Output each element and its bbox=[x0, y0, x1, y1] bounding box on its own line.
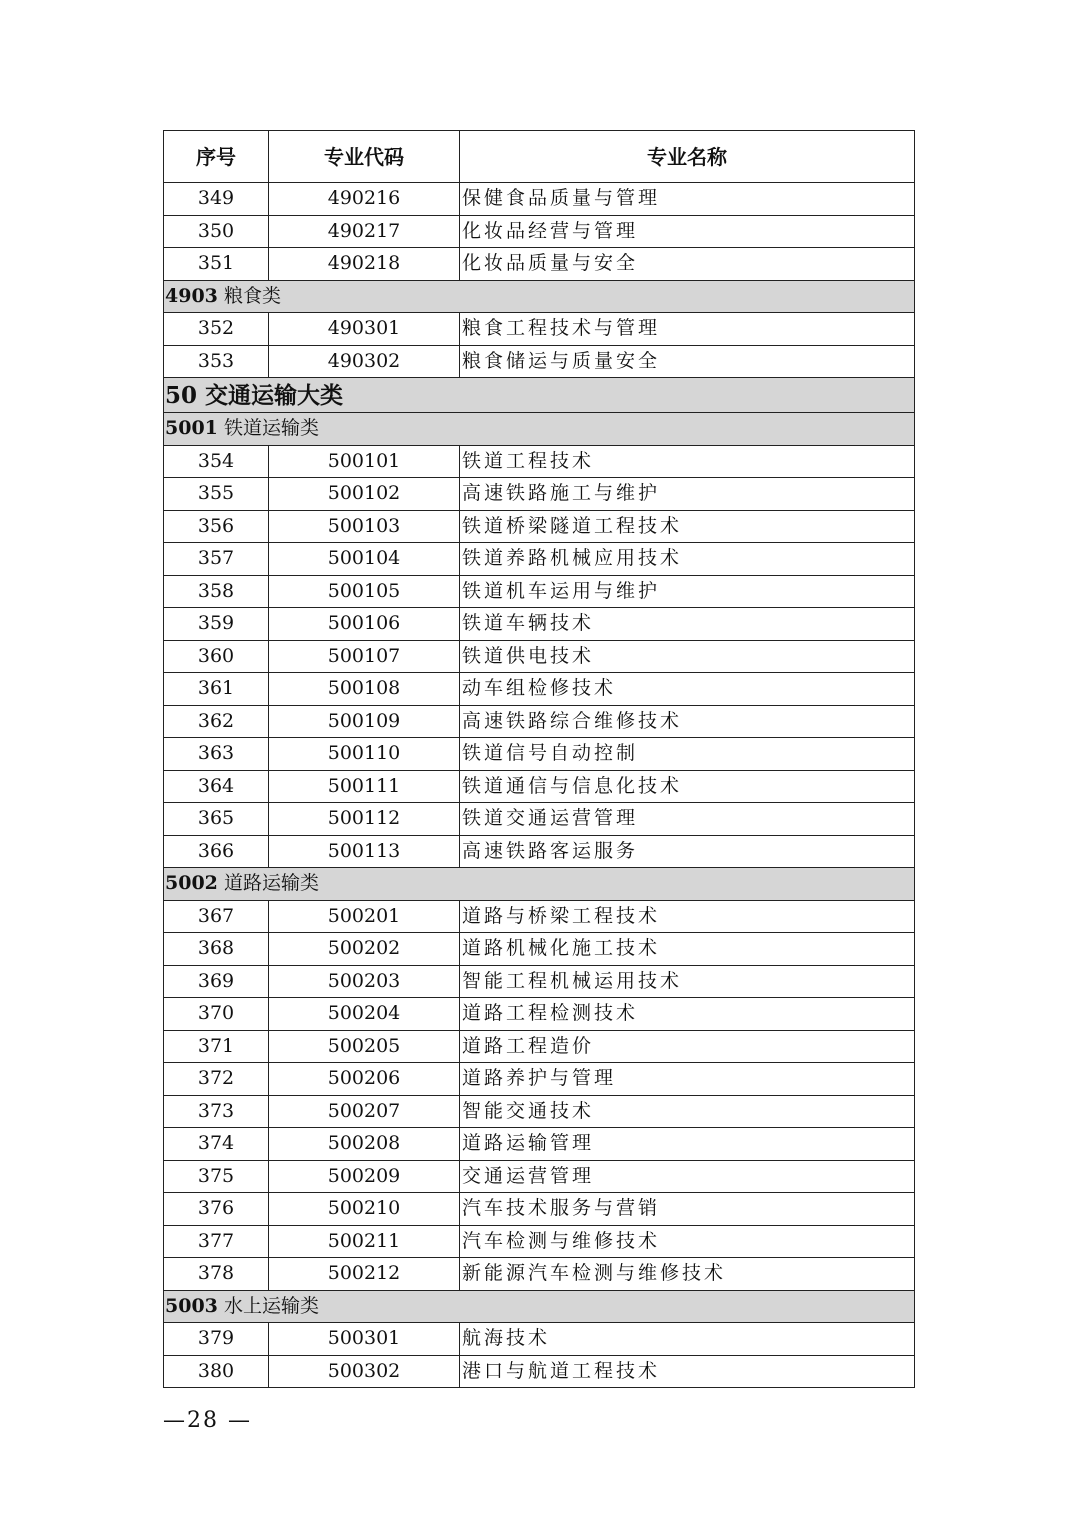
serial-number-cell: 368 bbox=[164, 933, 269, 966]
serial-number-cell: 380 bbox=[164, 1355, 269, 1388]
category-name: 交通运输大类 bbox=[205, 381, 344, 409]
table-row bbox=[164, 640, 915, 673]
serial-number-cell: 379 bbox=[164, 1323, 269, 1356]
serial-number-cell: 377 bbox=[164, 1225, 269, 1258]
table-header-row bbox=[164, 131, 915, 183]
category-name: 粮食类 bbox=[223, 284, 281, 307]
serial-number-cell: 371 bbox=[164, 1030, 269, 1063]
table-row bbox=[164, 313, 915, 346]
category-row bbox=[164, 280, 915, 313]
table-row bbox=[164, 965, 915, 998]
major-code-cell: 500102 bbox=[269, 478, 460, 511]
major-code-cell: 490216 bbox=[269, 183, 460, 216]
major-name-cell: 汽车技术服务与营销 bbox=[460, 1193, 915, 1226]
serial-number-cell: 354 bbox=[164, 445, 269, 478]
category-cell bbox=[164, 1290, 915, 1323]
table-row bbox=[164, 215, 915, 248]
category-cell bbox=[164, 378, 915, 413]
major-name-cell: 道路运输管理 bbox=[460, 1128, 915, 1161]
major-name-cell: 智能工程机械运用技术 bbox=[460, 965, 915, 998]
table-row bbox=[164, 803, 915, 836]
table-row bbox=[164, 608, 915, 641]
major-code-cell: 500101 bbox=[269, 445, 460, 478]
table-row bbox=[164, 900, 915, 933]
major-code-cell: 500204 bbox=[269, 998, 460, 1031]
table-row bbox=[164, 543, 915, 576]
table-row bbox=[164, 1225, 915, 1258]
table-row bbox=[164, 933, 915, 966]
serial-number-cell: 361 bbox=[164, 673, 269, 706]
major-name-cell: 港口与航道工程技术 bbox=[460, 1355, 915, 1388]
table-row bbox=[164, 1323, 915, 1356]
major-code-cell: 500111 bbox=[269, 770, 460, 803]
serial-number-cell: 349 bbox=[164, 183, 269, 216]
major-code-cell: 490301 bbox=[269, 313, 460, 346]
category-name: 水上运输类 bbox=[223, 1294, 319, 1317]
table-row bbox=[164, 1258, 915, 1291]
major-name-cell: 保健食品质量与管理 bbox=[460, 183, 915, 216]
major-name-cell: 交通运营管理 bbox=[460, 1160, 915, 1193]
major-name-cell: 道路机械化施工技术 bbox=[460, 933, 915, 966]
table-row bbox=[164, 1193, 915, 1226]
table-row bbox=[164, 510, 915, 543]
category-code: 50 bbox=[165, 381, 198, 409]
serial-number-cell: 356 bbox=[164, 510, 269, 543]
table-row bbox=[164, 998, 915, 1031]
major-code-cell: 500105 bbox=[269, 575, 460, 608]
table-row bbox=[164, 445, 915, 478]
major-name-cell: 道路养护与管理 bbox=[460, 1063, 915, 1096]
major-code-cell: 500302 bbox=[269, 1355, 460, 1388]
major-code-cell: 500113 bbox=[269, 835, 460, 868]
serial-number-cell: 362 bbox=[164, 705, 269, 738]
major-catalog-table-container bbox=[163, 130, 914, 1388]
table-row bbox=[164, 1128, 915, 1161]
table-row bbox=[164, 478, 915, 511]
serial-number-cell: 372 bbox=[164, 1063, 269, 1096]
table-row bbox=[164, 183, 915, 216]
serial-number-cell: 366 bbox=[164, 835, 269, 868]
serial-number-cell: 355 bbox=[164, 478, 269, 511]
header-serial-number: 序号 bbox=[164, 131, 269, 183]
table-row bbox=[164, 705, 915, 738]
category-row bbox=[164, 413, 915, 446]
category-code: 5003 bbox=[165, 1294, 218, 1317]
serial-number-cell: 365 bbox=[164, 803, 269, 836]
major-catalog-table bbox=[163, 130, 915, 1388]
category-name: 铁道运输类 bbox=[223, 417, 319, 440]
major-code-cell: 500210 bbox=[269, 1193, 460, 1226]
major-code-cell: 500207 bbox=[269, 1095, 460, 1128]
major-name-cell: 动车组检修技术 bbox=[460, 673, 915, 706]
category-row bbox=[164, 1290, 915, 1323]
serial-number-cell: 369 bbox=[164, 965, 269, 998]
serial-number-cell: 378 bbox=[164, 1258, 269, 1291]
major-name-cell: 道路工程造价 bbox=[460, 1030, 915, 1063]
major-name-cell: 粮食储运与质量安全 bbox=[460, 345, 915, 378]
major-name-cell: 铁道机车运用与维护 bbox=[460, 575, 915, 608]
major-name-cell: 铁道信号自动控制 bbox=[460, 738, 915, 771]
major-name-cell: 智能交通技术 bbox=[460, 1095, 915, 1128]
major-name-cell: 高速铁路综合维修技术 bbox=[460, 705, 915, 738]
serial-number-cell: 358 bbox=[164, 575, 269, 608]
table-row bbox=[164, 248, 915, 281]
major-code-cell: 490217 bbox=[269, 215, 460, 248]
serial-number-cell: 363 bbox=[164, 738, 269, 771]
serial-number-cell: 376 bbox=[164, 1193, 269, 1226]
major-code-cell: 500206 bbox=[269, 1063, 460, 1096]
major-code-cell: 500107 bbox=[269, 640, 460, 673]
major-code-cell: 500301 bbox=[269, 1323, 460, 1356]
category-cell bbox=[164, 413, 915, 446]
major-name-cell: 铁道车辆技术 bbox=[460, 608, 915, 641]
serial-number-cell: 350 bbox=[164, 215, 269, 248]
major-code-cell: 500201 bbox=[269, 900, 460, 933]
serial-number-cell: 352 bbox=[164, 313, 269, 346]
table-row bbox=[164, 575, 915, 608]
major-code-cell: 500212 bbox=[269, 1258, 460, 1291]
table-row bbox=[164, 1030, 915, 1063]
major-name-cell: 汽车检测与维修技术 bbox=[460, 1225, 915, 1258]
serial-number-cell: 374 bbox=[164, 1128, 269, 1161]
major-name-cell: 高速铁路客运服务 bbox=[460, 835, 915, 868]
major-code-cell: 500109 bbox=[269, 705, 460, 738]
major-code-cell: 500103 bbox=[269, 510, 460, 543]
major-code-cell: 490302 bbox=[269, 345, 460, 378]
major-code-cell: 500209 bbox=[269, 1160, 460, 1193]
table-row bbox=[164, 1355, 915, 1388]
major-code-cell: 500202 bbox=[269, 933, 460, 966]
major-name-cell: 铁道供电技术 bbox=[460, 640, 915, 673]
major-name-cell: 高速铁路施工与维护 bbox=[460, 478, 915, 511]
header-major-name: 专业名称 bbox=[460, 131, 915, 183]
major-code-cell: 500106 bbox=[269, 608, 460, 641]
major-name-cell: 航海技术 bbox=[460, 1323, 915, 1356]
category-cell bbox=[164, 280, 915, 313]
serial-number-cell: 373 bbox=[164, 1095, 269, 1128]
table-row bbox=[164, 1095, 915, 1128]
table-row bbox=[164, 1063, 915, 1096]
major-name-cell: 化妆品质量与安全 bbox=[460, 248, 915, 281]
major-category-row bbox=[164, 378, 915, 413]
major-code-cell: 500112 bbox=[269, 803, 460, 836]
major-code-cell: 500110 bbox=[269, 738, 460, 771]
category-cell bbox=[164, 868, 915, 901]
major-code-cell: 500108 bbox=[269, 673, 460, 706]
page-number: —28 — bbox=[163, 1408, 252, 1433]
table-row bbox=[164, 345, 915, 378]
category-name: 道路运输类 bbox=[223, 872, 319, 895]
category-code: 5002 bbox=[165, 872, 218, 895]
category-code: 4903 bbox=[165, 284, 218, 307]
serial-number-cell: 351 bbox=[164, 248, 269, 281]
major-name-cell: 化妆品经营与管理 bbox=[460, 215, 915, 248]
header-major-code: 专业代码 bbox=[269, 131, 460, 183]
category-code: 5001 bbox=[165, 417, 218, 440]
table-row bbox=[164, 770, 915, 803]
serial-number-cell: 375 bbox=[164, 1160, 269, 1193]
table-row bbox=[164, 1160, 915, 1193]
major-name-cell: 铁道工程技术 bbox=[460, 445, 915, 478]
serial-number-cell: 359 bbox=[164, 608, 269, 641]
serial-number-cell: 353 bbox=[164, 345, 269, 378]
major-name-cell: 铁道养路机械应用技术 bbox=[460, 543, 915, 576]
major-code-cell: 500203 bbox=[269, 965, 460, 998]
serial-number-cell: 364 bbox=[164, 770, 269, 803]
major-name-cell: 铁道交通运营管理 bbox=[460, 803, 915, 836]
serial-number-cell: 370 bbox=[164, 998, 269, 1031]
table-row bbox=[164, 835, 915, 868]
major-name-cell: 铁道桥梁隧道工程技术 bbox=[460, 510, 915, 543]
table-row bbox=[164, 673, 915, 706]
major-code-cell: 500208 bbox=[269, 1128, 460, 1161]
major-name-cell: 新能源汽车检测与维修技术 bbox=[460, 1258, 915, 1291]
major-name-cell: 道路与桥梁工程技术 bbox=[460, 900, 915, 933]
serial-number-cell: 357 bbox=[164, 543, 269, 576]
category-row bbox=[164, 868, 915, 901]
major-name-cell: 道路工程检测技术 bbox=[460, 998, 915, 1031]
major-name-cell: 铁道通信与信息化技术 bbox=[460, 770, 915, 803]
serial-number-cell: 367 bbox=[164, 900, 269, 933]
major-code-cell: 500104 bbox=[269, 543, 460, 576]
table-row bbox=[164, 738, 915, 771]
serial-number-cell: 360 bbox=[164, 640, 269, 673]
major-code-cell: 500211 bbox=[269, 1225, 460, 1258]
major-name-cell: 粮食工程技术与管理 bbox=[460, 313, 915, 346]
table-body bbox=[164, 183, 915, 1388]
major-code-cell: 500205 bbox=[269, 1030, 460, 1063]
major-code-cell: 490218 bbox=[269, 248, 460, 281]
